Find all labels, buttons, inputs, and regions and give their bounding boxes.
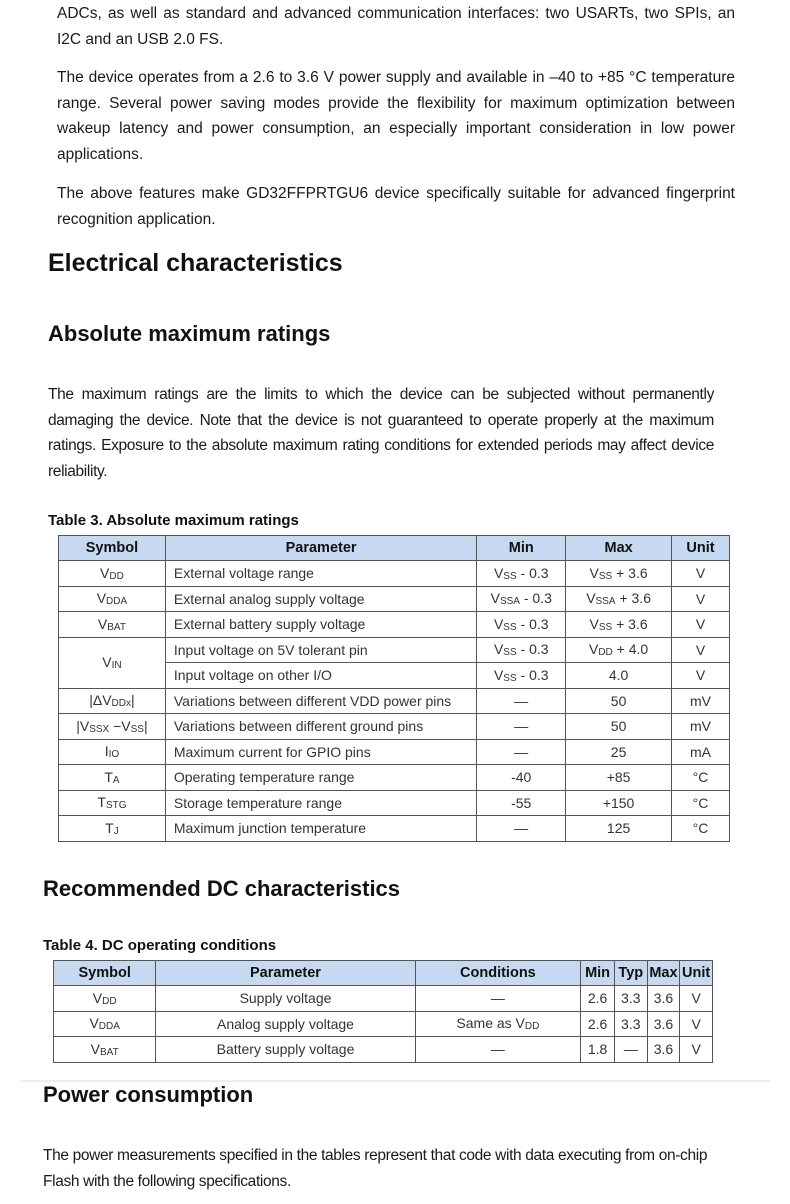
max-cell: 3.6 [647,1011,680,1037]
max-cell: 50 [566,714,672,740]
col-unit: Unit [680,961,713,986]
conditions-cell: — [415,1037,581,1063]
parameter-cell: External analog supply voltage [165,586,476,612]
col-symbol: Symbol [54,961,156,986]
parameter-cell: Variations between different ground pins [165,714,476,740]
symbol-cell: VDDA [59,586,166,612]
min-cell: 2.6 [581,1011,615,1037]
max-cell: VSS + 3.6 [566,612,672,638]
parameter-cell: Variations between different VDD power pins [165,688,476,714]
symbol-cell: VIN [59,637,166,688]
col-unit: Unit [672,536,730,561]
symbol-cell: VBAT [59,612,166,638]
max-cell: 125 [566,816,672,842]
min-cell: VSS - 0.3 [477,612,566,638]
table-row [54,1011,713,1037]
col-typ: Typ [614,961,647,986]
min-cell: — [477,739,566,765]
unit-cell: mA [672,739,730,765]
table-header-row [59,536,730,561]
table-row [59,688,730,714]
section-title-electrical: Electrical characteristics [48,249,343,277]
unit-cell: V [680,1011,713,1037]
symbol-cell: TJ [59,816,166,842]
parameter-cell: Supply voltage [156,986,415,1012]
table4-caption: Table 4. DC operating conditions [43,937,277,954]
table3-caption: Table 3. Absolute maximum ratings [48,512,299,529]
col-max: Max [647,961,680,986]
section-title-recommended-dc: Recommended DC characteristics [43,876,401,901]
unit-cell: V [680,1037,713,1063]
absolute-paragraph: The maximum ratings are the limits to which the device can be subjected without permanently damaging the device. Note that the device is not guaranteed to operate properly at the maximum ratings. Exposure to the absolute maximum rating conditions for extended periods may affect device reliability. [48,386,714,480]
symbol-cell: VDD [59,561,166,587]
unit-cell: °C [672,816,730,842]
parameter-cell: Operating temperature range [165,765,476,791]
min-cell: VSS - 0.3 [477,663,566,689]
table-row [59,637,730,663]
max-cell: VSS + 3.6 [566,561,672,587]
unit-cell: °C [672,790,730,816]
parameter-cell: Maximum junction temperature [165,816,476,842]
max-cell: 3.6 [647,1037,680,1063]
table-row [59,612,730,638]
unit-cell: V [680,986,713,1012]
dc-operating-table [53,960,713,1063]
table-row [54,986,713,1012]
unit-cell: mV [672,688,730,714]
unit-cell: V [672,663,730,689]
max-cell: VDD + 4.0 [566,637,672,663]
absolute-max-table [58,535,730,842]
col-parameter: Parameter [165,536,476,561]
table-row [59,714,730,740]
typ-cell: — [614,1037,647,1063]
symbol-cell: |VSSX −VSS| [59,714,166,740]
conditions-cell: — [415,986,581,1012]
parameter-cell: Input voltage on other I/O [165,663,476,689]
table-row [59,561,730,587]
max-cell: +150 [566,790,672,816]
conditions-cell: Same as VDD [415,1011,581,1037]
min-cell: — [477,688,566,714]
parameter-cell: Analog supply voltage [156,1011,415,1037]
typ-cell: 3.3 [614,1011,647,1037]
table-row [59,765,730,791]
min-cell: — [477,816,566,842]
table-row [59,790,730,816]
symbol-cell: VDD [54,986,156,1012]
unit-cell: V [672,561,730,587]
col-max: Max [566,536,672,561]
symbol-cell: VDDA [54,1011,156,1037]
section-title-absolute-max: Absolute maximum ratings [48,321,331,346]
unit-cell: V [672,637,730,663]
min-cell: -40 [477,765,566,791]
min-cell: VSSA - 0.3 [477,586,566,612]
min-cell: 2.6 [581,986,615,1012]
min-cell: VSS - 0.3 [477,561,566,587]
table-header-row [54,961,713,986]
section-title-power-consumption: Power consumption [43,1082,254,1107]
parameter-cell: External voltage range [165,561,476,587]
power-paragraph: The power measurements specified in the tables represent that code with data executing from on-chip Flash with the following specifications. [43,1147,708,1190]
max-cell: +85 [566,765,672,791]
unit-cell: °C [672,765,730,791]
intro-paragraph-3: The above features make GD32FFPRTGU6 device specifically suitable for advanced fingerprint recognition application. [57,185,735,228]
symbol-cell: TA [59,765,166,791]
max-cell: 4.0 [566,663,672,689]
col-min: Min [581,961,615,986]
unit-cell: V [672,586,730,612]
col-parameter: Parameter [156,961,415,986]
min-cell: VSS - 0.3 [477,637,566,663]
max-cell: VSSA + 3.6 [566,586,672,612]
intro-paragraph-1: ADCs, as well as standard and advanced communication interfaces: two USARTs, two SPIs, an I2C and an USB 2.0 FS. [57,5,735,48]
table-row [59,586,730,612]
symbol-cell: TSTG [59,790,166,816]
symbol-cell: VBAT [54,1037,156,1063]
parameter-cell: Battery supply voltage [156,1037,415,1063]
typ-cell: 3.3 [614,986,647,1012]
col-symbol: Symbol [59,536,166,561]
min-cell: -55 [477,790,566,816]
parameter-cell: Maximum current for GPIO pins [165,739,476,765]
parameter-cell: Storage temperature range [165,790,476,816]
symbol-cell: IIO [59,739,166,765]
unit-cell: mV [672,714,730,740]
max-cell: 25 [566,739,672,765]
parameter-cell: Input voltage on 5V tolerant pin [165,637,476,663]
max-cell: 50 [566,688,672,714]
table-row [59,739,730,765]
col-min: Min [477,536,566,561]
symbol-cell: |ΔVDDx| [59,688,166,714]
intro-paragraph-2: The device operates from a 2.6 to 3.6 V power supply and available in –40 to +85 °C temperature range. Several power saving modes provide the flexibility for maximum optimization between wakeup latency and power consumption, an especially important consideration in low power applications. [57,69,735,163]
min-cell: 1.8 [581,1037,615,1063]
unit-cell: V [672,612,730,638]
col-conditions: Conditions [415,961,581,986]
min-cell: — [477,714,566,740]
table-row [54,1037,713,1063]
parameter-cell: External battery supply voltage [165,612,476,638]
max-cell: 3.6 [647,986,680,1012]
table-row [59,816,730,842]
